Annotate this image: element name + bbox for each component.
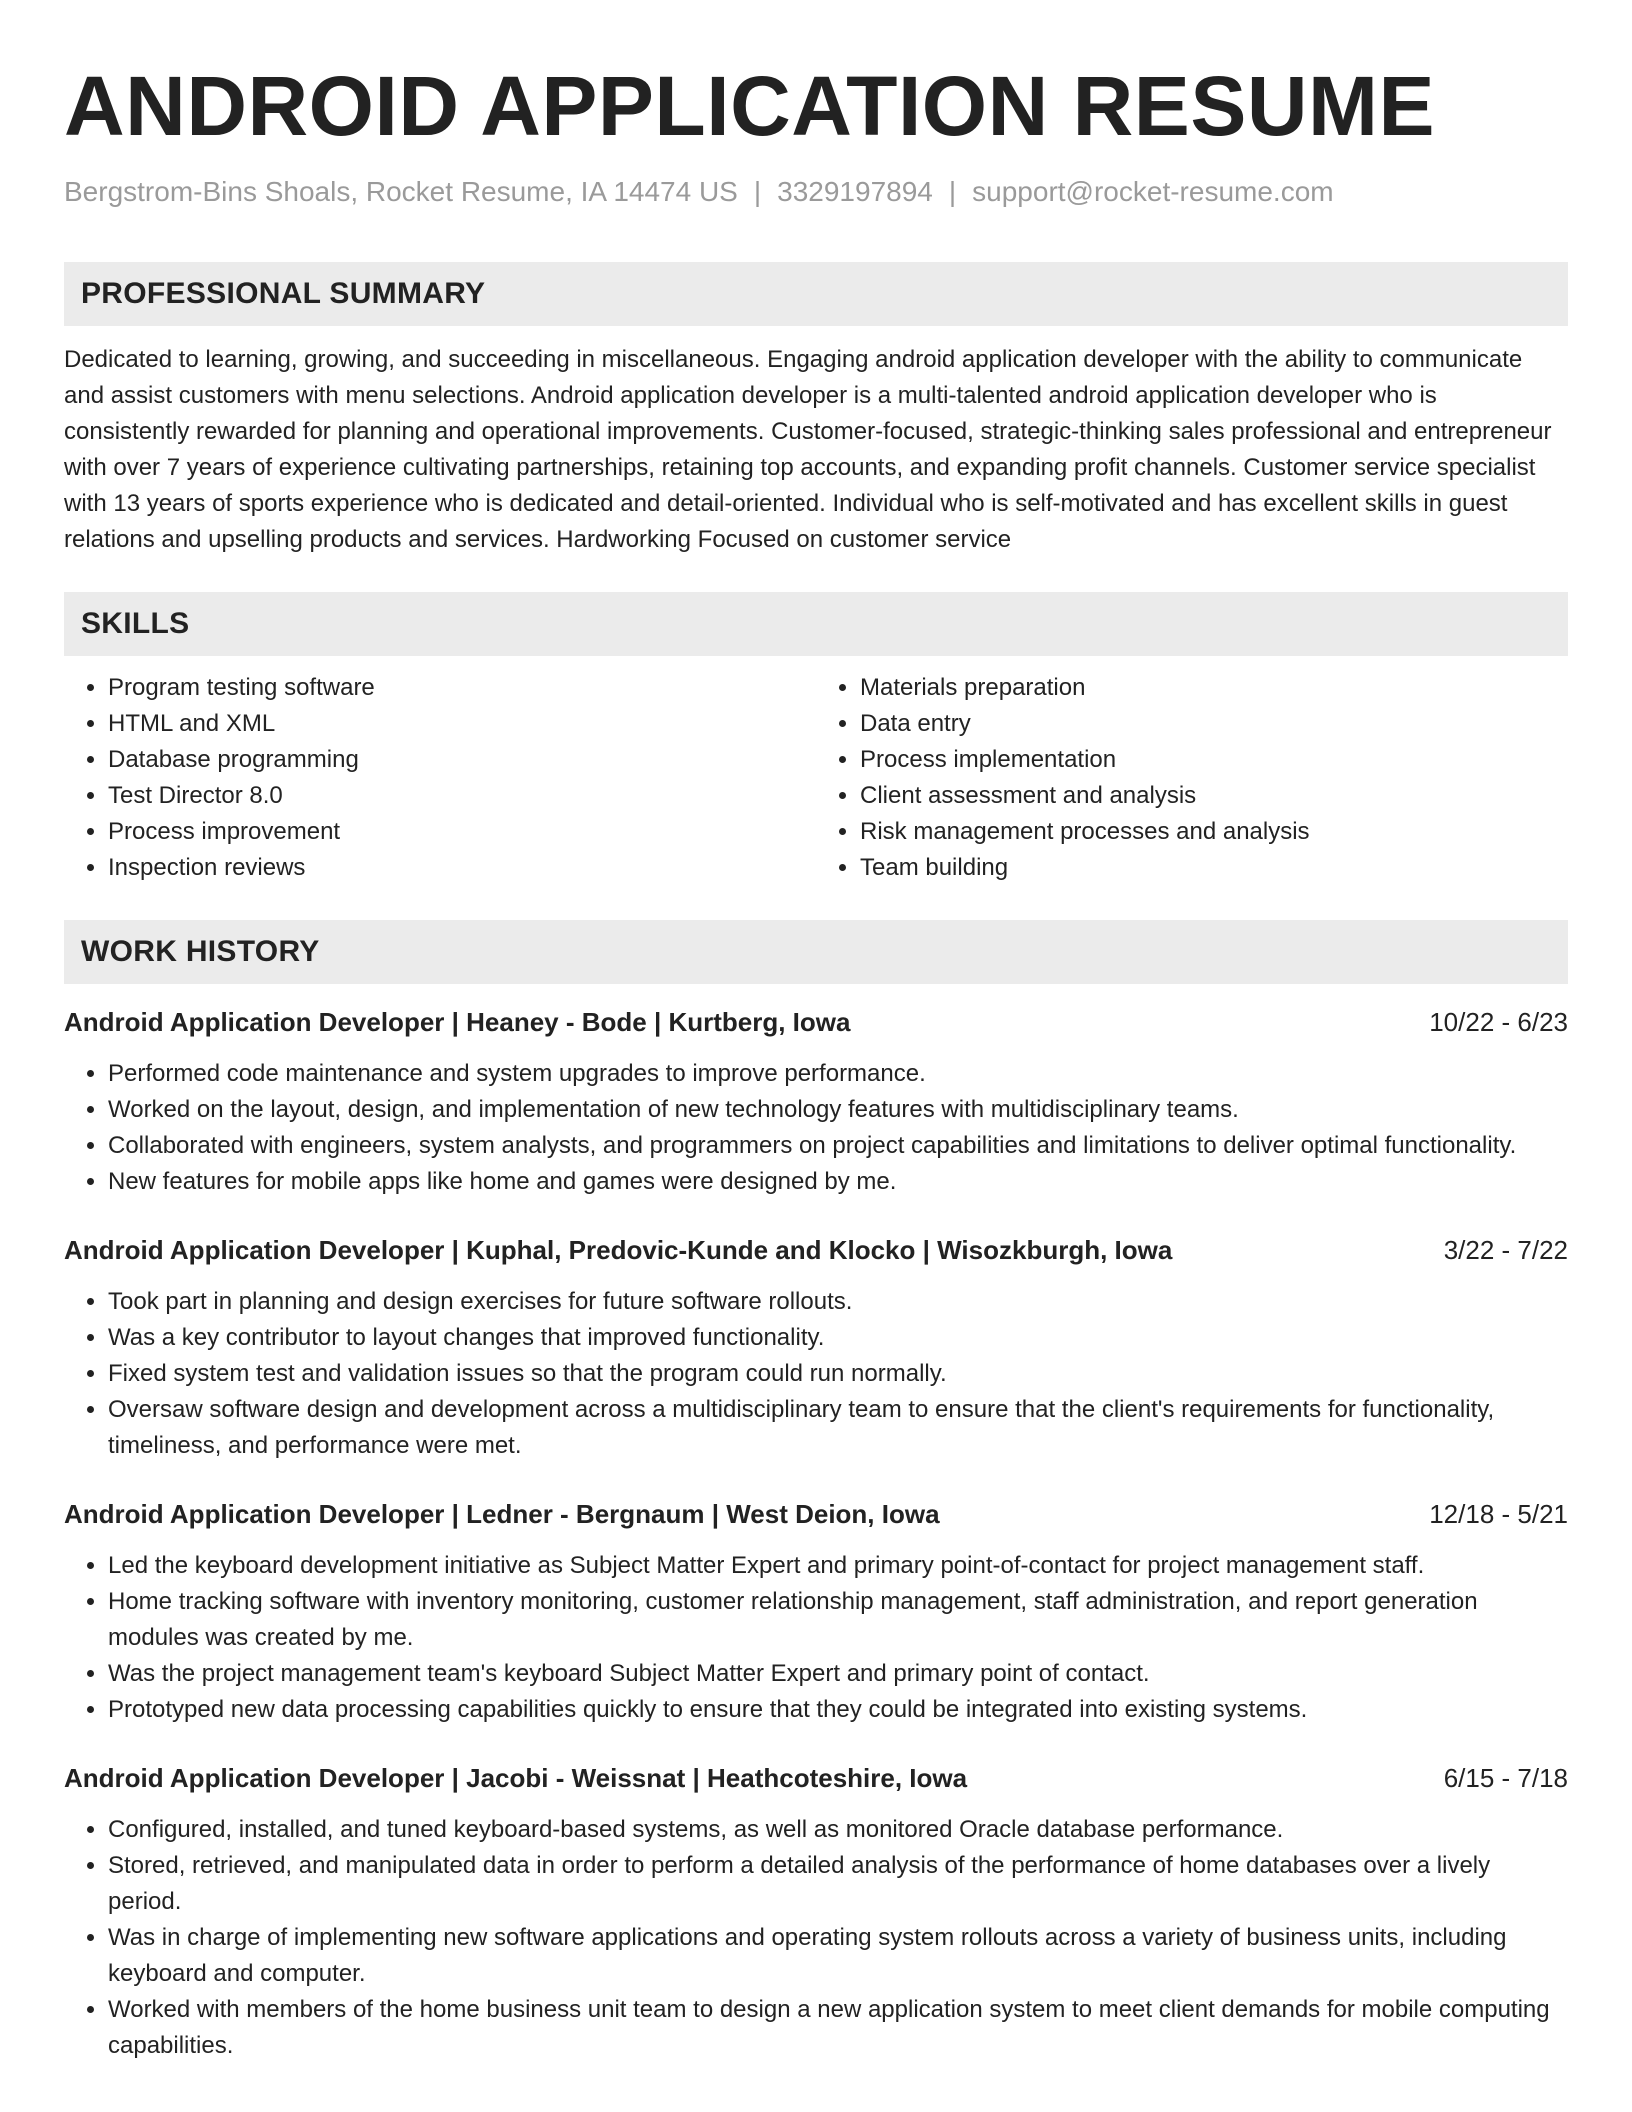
job-dates: 3/22 - 7/22 <box>1443 1235 1568 1265</box>
job-bullet: • Worked on the layout, design, and implementation of new technology features with multidisciplinary teams. <box>108 1092 1568 1128</box>
section-title: SKILLS <box>81 607 190 640</box>
skill-item: • Inspection reviews <box>108 850 816 886</box>
section-title: WORK HISTORY <box>81 935 320 968</box>
job-bullet: • Fixed system test and validation issues so that the program could run normally. <box>108 1356 1568 1392</box>
job-entry <box>64 1004 1568 1200</box>
skill-item: • Client assessment and analysis <box>860 778 1568 814</box>
job-title: Android Application Developer | Heaney - Bode | Kurtberg, Iowa <box>64 1007 851 1037</box>
contact-phone: 3329197894 <box>777 176 933 207</box>
skills-list-right <box>816 670 1568 886</box>
summary-text: Dedicated to learning, growing, and succeeding in miscellaneous. Engaging android application developer with the ability to communicate and assist customers with menu selections. Android application developer is a multi-talented android application developer who is consistently rewarded for planning and operational improvements. Customer-focused, strategic-thinking sales professional and entrepreneur with over 7 years of experience cultivating partnerships, retaining top accounts, and expanding profit channels. Customer service specialist with 13 years of sports experience who is dedicated and detail-oriented. Individual who is self-motivated and has excellent skills in guest relations and upselling products and services. Hardworking Focused on customer service <box>64 346 1552 553</box>
job-entry <box>64 1232 1568 1464</box>
job-bullet: • Took part in planning and design exercises for future software rollouts. <box>108 1284 1568 1320</box>
job-header <box>64 1496 1568 1532</box>
contact-separator: | <box>753 176 762 207</box>
job-title: Android Application Developer | Jacobi - Weissnat | Heathcoteshire, Iowa <box>64 1763 968 1793</box>
job-title: Android Application Developer | Ledner - Bergnaum | West Deion, Iowa <box>64 1499 940 1529</box>
job-entry <box>64 1496 1568 1728</box>
job-bullets <box>64 1056 1568 1200</box>
job-header <box>64 1760 1568 1796</box>
section-title: PROFESSIONAL SUMMARY <box>81 277 486 310</box>
job-bullet: • Oversaw software design and development across a multidisciplinary team to ensure that the client's requirements for functionality, timeliness, and performance were met. <box>108 1392 1568 1464</box>
job-dates: 12/18 - 5/21 <box>1429 1499 1568 1529</box>
contact-separator: | <box>948 176 957 207</box>
skill-item: • Process implementation <box>860 742 1568 778</box>
job-bullet: • Prototyped new data processing capabilities quickly to ensure that they could be integrated into existing systems. <box>108 1692 1568 1728</box>
skill-item: • Program testing software <box>108 670 816 706</box>
skill-item: • Database programming <box>108 742 816 778</box>
contact-address: Bergstrom-Bins Shoals, Rocket Resume, IA 14474 US <box>64 176 738 207</box>
job-title: Android Application Developer | Kuphal, Predovic-Kunde and Klocko | Wisozkburgh, Iowa <box>64 1235 1173 1265</box>
skill-item: • HTML and XML <box>108 706 816 742</box>
job-bullet: • Collaborated with engineers, system analysts, and programmers on project capabilities and limitations to deliver optimal functionality. <box>108 1128 1568 1164</box>
job-bullet: • Was in charge of implementing new software applications and operating system rollouts across a variety of business units, including keyboard and computer. <box>108 1920 1568 1992</box>
contact-email: support@rocket-resume.com <box>972 176 1334 207</box>
job-bullet: • Home tracking software with inventory monitoring, customer relationship management, staff administration, and report generation modules was created by me. <box>108 1584 1568 1656</box>
job-header <box>64 1004 1568 1040</box>
skills-grid <box>64 670 1568 886</box>
job-header <box>64 1232 1568 1268</box>
job-bullet: • Stored, retrieved, and manipulated data in order to perform a detailed analysis of the performance of home databases over a lively period. <box>108 1848 1568 1920</box>
skill-item: • Data entry <box>860 706 1568 742</box>
job-dates: 6/15 - 7/18 <box>1443 1763 1568 1793</box>
skill-item: • Team building <box>860 850 1568 886</box>
job-bullets <box>64 1548 1568 1728</box>
section-header-skills <box>64 592 1568 656</box>
job-bullets <box>64 1812 1568 2064</box>
job-dates: 10/22 - 6/23 <box>1429 1007 1568 1037</box>
job-bullet: • New features for mobile apps like home and games were designed by me. <box>108 1164 1568 1200</box>
job-bullet: • Performed code maintenance and system upgrades to improve performance. <box>108 1056 1568 1092</box>
section-header-work-history <box>64 920 1568 984</box>
job-bullets <box>64 1284 1568 1464</box>
job-bullet: • Was the project management team's keyboard Subject Matter Expert and primary point of contact. <box>108 1656 1568 1692</box>
skill-item: • Test Director 8.0 <box>108 778 816 814</box>
section-header-summary <box>64 262 1568 326</box>
job-bullet: • Was a key contributor to layout changes that improved functionality. <box>108 1320 1568 1356</box>
resume-title: ANDROID APPLICATION RESUME <box>64 59 1436 153</box>
skills-list-left <box>64 670 816 886</box>
skill-item: • Process improvement <box>108 814 816 850</box>
job-entry <box>64 1760 1568 2064</box>
skill-item: • Materials preparation <box>860 670 1568 706</box>
job-bullet: • Configured, installed, and tuned keyboard-based systems, as well as monitored Oracle database performance. <box>108 1812 1568 1848</box>
job-bullet: • Worked with members of the home business unit team to design a new application system to meet client demands for mobile computing capabilities. <box>108 1992 1568 2064</box>
skill-item: • Risk management processes and analysis <box>860 814 1568 850</box>
job-bullet: • Led the keyboard development initiative as Subject Matter Expert and primary point-of-contact for project management staff. <box>108 1548 1568 1584</box>
contact-line <box>64 174 1568 210</box>
